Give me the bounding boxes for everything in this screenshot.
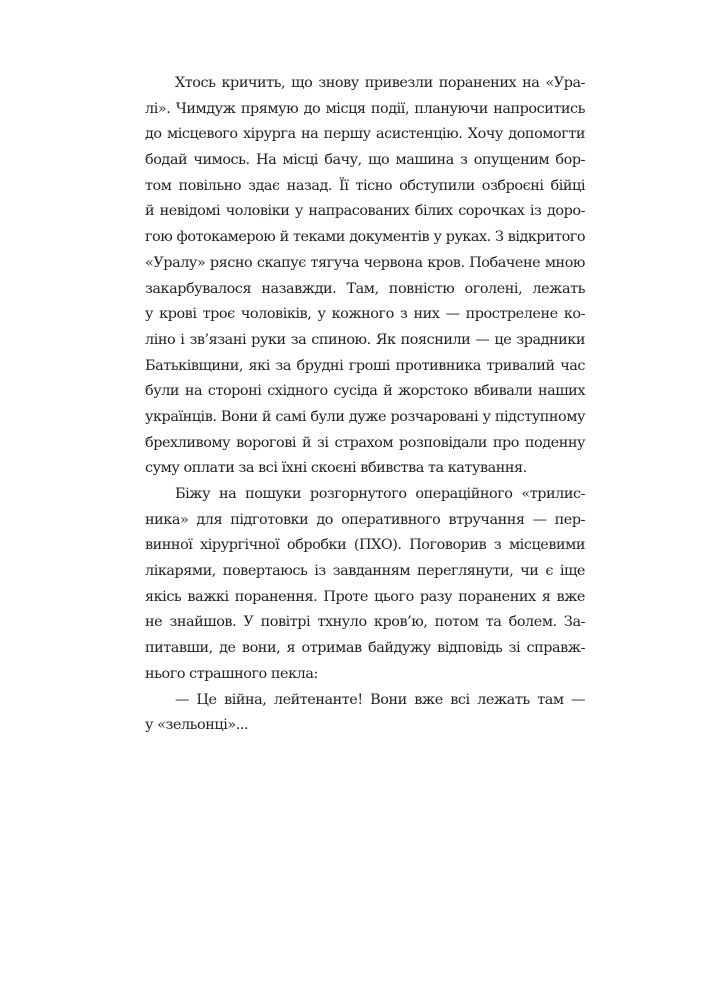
text-line: не знайшов. У повітрі тхнуло кров’ю, потом та болем. За- <box>145 614 585 631</box>
text-line: — Це війна, лейтенанте! Вони вже всі лежать там — <box>175 691 585 708</box>
paragraph-3 <box>145 688 585 739</box>
text-line: питавши, де вони, я отримав байдужу відповідь зі справж- <box>145 640 585 657</box>
text-line: гою фотокамерою й теками документів у руках. З відкритого <box>145 229 585 246</box>
text-line: бодай чимось. На місці бачу, що машина з опущеним бор- <box>145 152 585 169</box>
text-line: том повільно здає назад. Її тісно обступили озброєні бійці <box>145 177 585 194</box>
paragraph-1 <box>145 71 585 482</box>
text-line: «Уралу» рясно скапує тягуча червона кров. Побачене мною <box>145 254 585 271</box>
text-line: брехливому ворогові й зі страхом розповідали про поденну <box>145 434 585 451</box>
text-line: у крові троє чоловіків, у кожного з них — прострелене ко- <box>145 306 585 323</box>
text-line: Хтось кричить, що знову привезли поранених на «Ура- <box>175 75 585 91</box>
text-line: нього страшного пекла: <box>145 665 318 682</box>
text-line: й невідомі чоловіки у напрасованих білих сорочках із доро- <box>145 203 585 220</box>
document-page <box>145 71 585 739</box>
text-line: суму оплати за всі їхні скоєні вбивства та катування. <box>145 460 527 477</box>
text-line: Біжу на пошуки розгорнутого операційного «трилис- <box>175 486 585 502</box>
text-line: ника» для підготовки до оперативного втручання — пер- <box>145 511 585 528</box>
text-line: ліно і зв’язані руки за спиною. Як пояснили — це зрадники <box>145 331 585 348</box>
text-line: якісь важкі поранення. Проте цього разу поранених я вже <box>145 588 585 605</box>
paragraph-2 <box>145 482 585 688</box>
text-line: Батьківщини, які за брудні гроші противника тривалий час <box>145 357 585 374</box>
text-line: винної хірургічної обробки (ПХО). Поговорив з місцевими <box>145 537 585 554</box>
text-line: до місцевого хірурга на першу асистенцію. Хочу допомогти <box>145 126 585 143</box>
text-line: лікарями, повертаюсь із завданням переглянути, чи є іще <box>145 563 585 580</box>
text-line: були на стороні східного сусіда й жорстоко вбивали наших <box>145 383 585 400</box>
text-line: лі». Чимдуж прямую до місця події, плануючи напроситись <box>145 100 585 117</box>
text-line: українців. Вони й самі були дуже розчаровані у підступному <box>145 408 585 425</box>
text-line: закарбувалося назавжди. Там, повністю оголені, лежать <box>145 280 585 297</box>
text-line: у «зельонці»... <box>145 717 249 734</box>
